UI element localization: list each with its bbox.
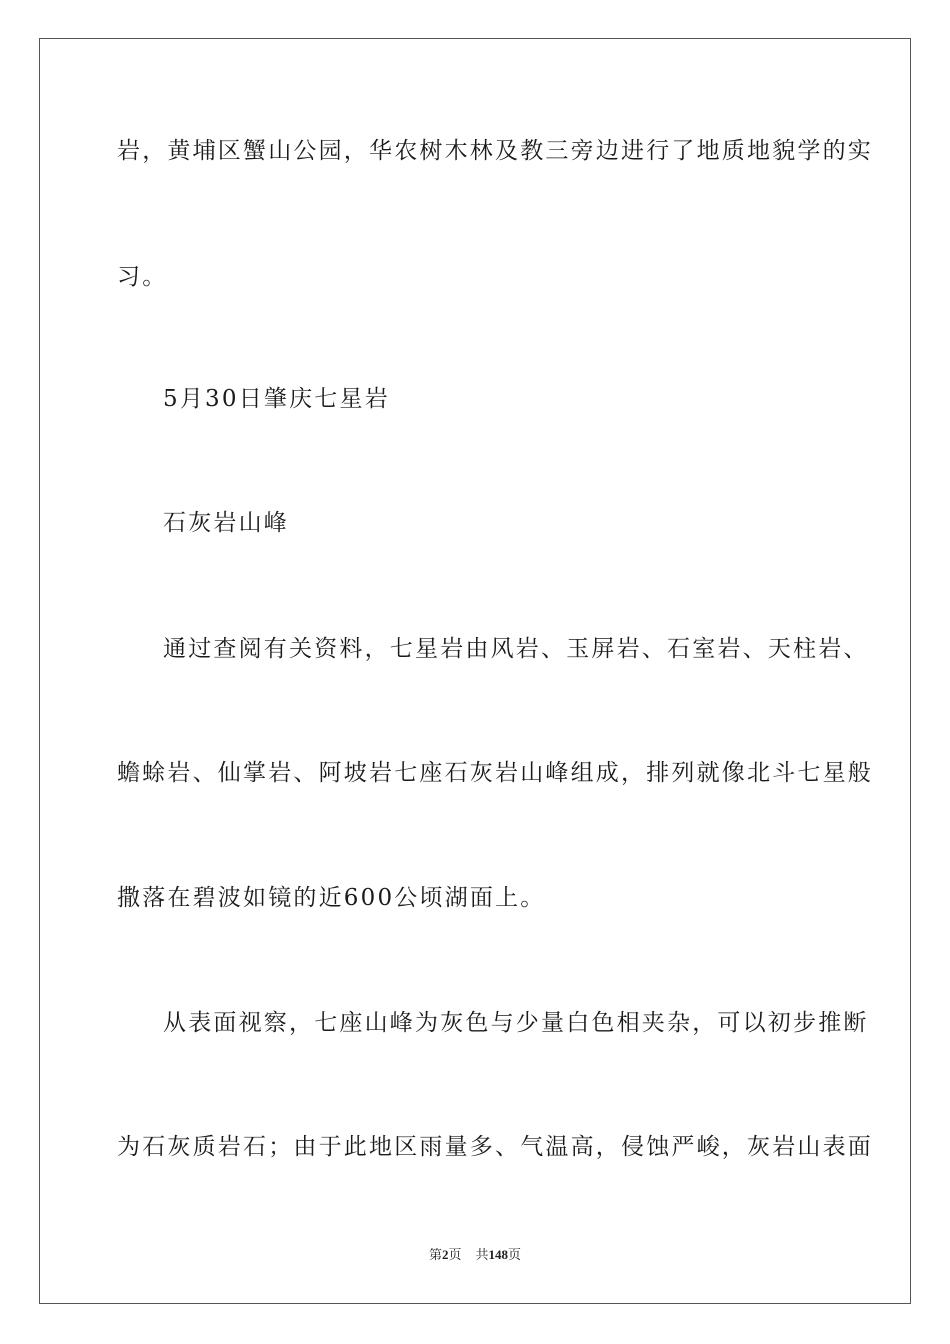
footer-page-prefix: 第 — [428, 1247, 442, 1262]
footer-total-prefix: 共 — [475, 1247, 489, 1262]
footer-page-suffix: 页 — [448, 1247, 462, 1262]
footer-page-number: 2 — [441, 1247, 449, 1262]
page-frame — [39, 38, 911, 1304]
page-footer — [0, 1246, 950, 1264]
section-date-heading: 5月30日肇庆七星岩 — [163, 386, 390, 412]
text-line-9: 为石灰质岩石；由于此地区雨量多、气温高，侵蚀严峻，灰岩山表面 — [117, 1134, 873, 1160]
text-line-2: 习。 — [117, 264, 168, 290]
section-subheading: 石灰岩山峰 — [163, 510, 289, 536]
text-line-5: 通过查阅有关资料，七星岩由风岩、玉屏岩、石室岩、天柱岩、 — [163, 636, 869, 662]
text-line-8: 从表面视察，七座山峰为灰色与少量白色相夹杂，可以初步推断 — [163, 1010, 869, 1036]
text-line-6: 蟾蜍岩、仙掌岩、阿坡岩七座石灰岩山峰组成，排列就像北斗七星般 — [117, 760, 873, 786]
footer-total-suffix: 页 — [508, 1247, 522, 1262]
footer-total-pages: 148 — [488, 1247, 509, 1262]
text-line-7: 撒落在碧波如镜的近600公顷湖面上。 — [117, 885, 546, 911]
text-line-1: 岩，黄埔区蟹山公园，华农树木林及教三旁边进行了地质地貌学的实 — [117, 138, 873, 164]
